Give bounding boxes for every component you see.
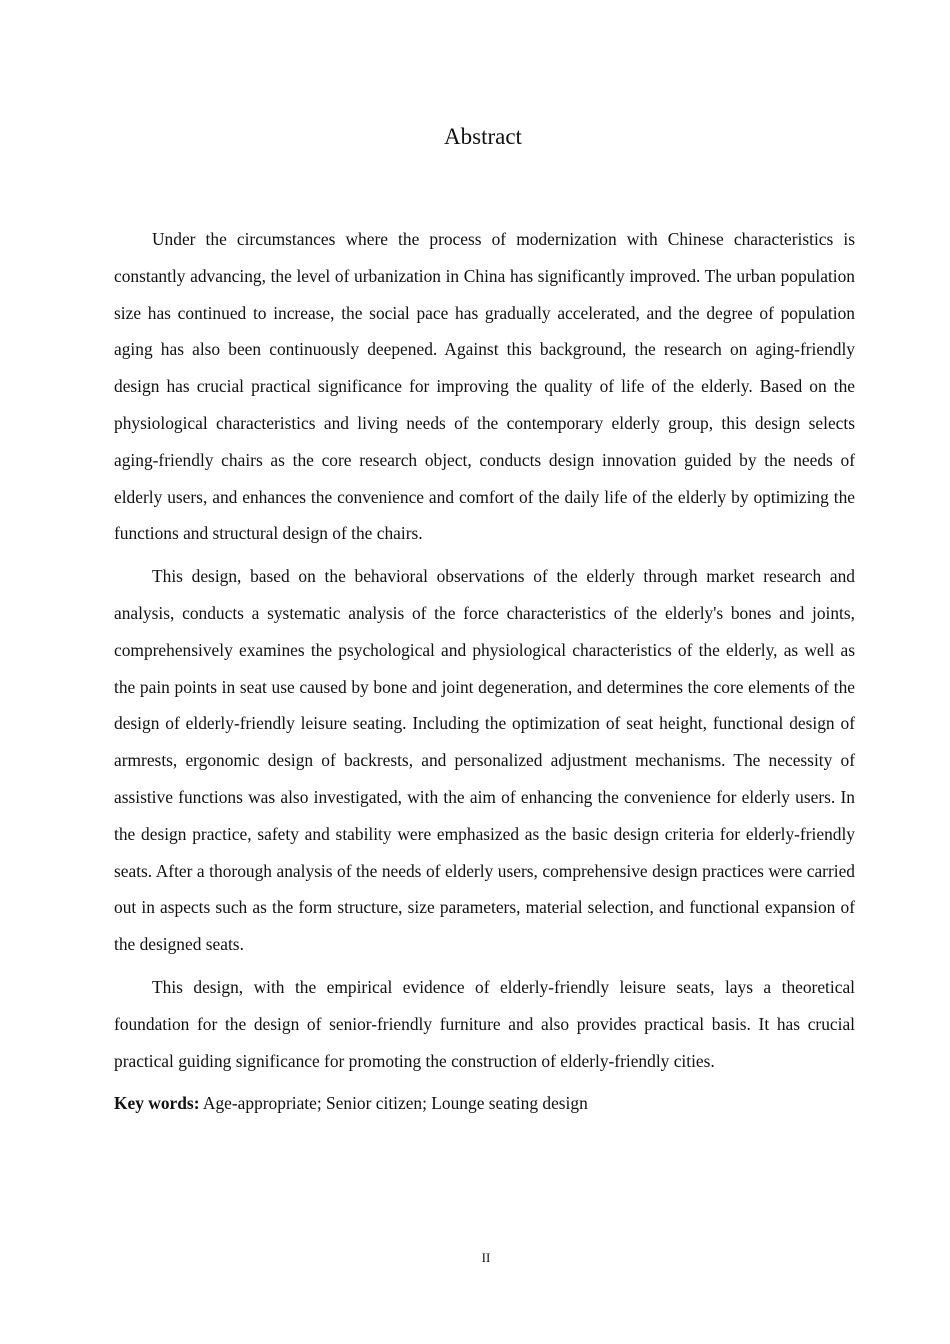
- keywords-line: [114, 1085, 855, 1122]
- keywords-label: Key words:: [114, 1093, 200, 1114]
- abstract-paragraph-3: This design, with the empirical evidence of elderly-friendly leisure seats, lays a theoretical foundation for the design of senior-friendly furniture and also provides practical basis. It has crucial practical guiding significance for promoting the construction of elderly-friendly cities.: [114, 976, 855, 1071]
- keywords-text: Age-appropriate; Senior citizen; Lounge seating design: [199, 1093, 588, 1114]
- page-number: II: [481, 1250, 491, 1265]
- abstract-body: [114, 221, 855, 1122]
- page-title: Abstract: [444, 124, 522, 149]
- abstract-paragraph-2: This design, based on the behavioral observations of the elderly through market research and analysis, conducts a systematic analysis of the force characteristics of the elderly's bones and joints, comprehensively examines the psychological and physiological characteristics of the elderly, as well as the pain points in seat use caused by bone and joint degeneration, and determines the core elements of the design of elderly-friendly leisure seating. Including the optimization of seat height, functional design of armrests, ergonomic design of backrests, and personalized adjustment mechanisms. The necessity of assistive functions was also investigated, with the aim of enhancing the convenience for elderly users. In the design practice, safety and stability were emphasized as the basic design criteria for elderly-friendly seats. After a thorough analysis of the needs of elderly users, comprehensive design practices were carried out in aspects such as the form structure, size parameters, material selection, and functional expansion of the designed seats.: [114, 566, 855, 955]
- abstract-paragraph-1: Under the circumstances where the process of modernization with Chinese characteristics is constantly advancing, the level of urbanization in China has significantly improved. The urban population size has continued to increase, the social pace has gradually accelerated, and the degree of population aging has also been continuously deepened. Against this background, the research on aging-friendly design has crucial practical significance for improving the quality of life of the elderly. Based on the physiological characteristics and living needs of the contemporary elderly group, this design selects aging-friendly chairs as the core research object, conducts design innovation guided by the needs of elderly users, and enhances the convenience and comfort of the daily life of the elderly by optimizing the functions and structural design of the chairs.: [114, 229, 855, 544]
